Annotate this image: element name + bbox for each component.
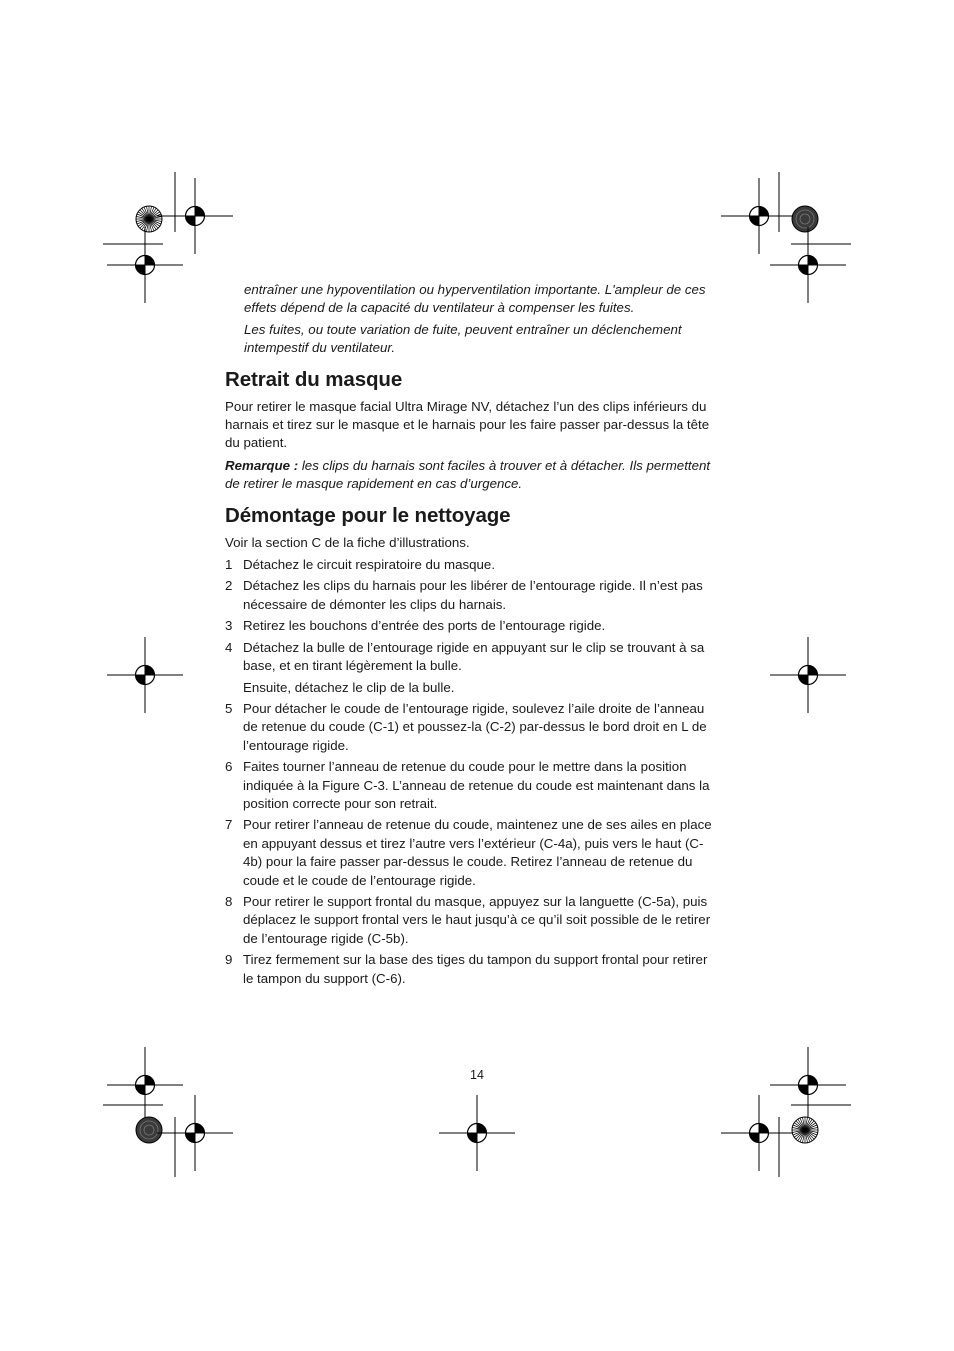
step-number: 4: [225, 639, 233, 655]
step-number: 8: [225, 893, 233, 909]
step-number: 7: [225, 817, 233, 833]
step-text: Tirez fermement sur la base des tiges du tampon du support frontal pour retirer le tampon du support (C-6).: [243, 952, 708, 986]
step-text: Faites tourner l’anneau de retenue du coude pour le mettre dans la position indiquée à la Figure C-3. L’anneau de retenue du coude est maintenant dans la position correcte pour son retrait.: [243, 759, 710, 811]
step-number: 5: [225, 700, 233, 716]
list-item-step-8: [225, 893, 719, 948]
step-text: Pour retirer le support frontal du masque, appuyez sur la languette (C-5a), puis déplacez le support frontal vers le haut jusqu’à ce qu’il soit possible de le retirer de l’entourage rigide (C-5b).: [243, 893, 711, 946]
page-content: [225, 281, 719, 991]
warning-paragraph-1: entraîner une hypoventilation ou hyperventilation importante. L'ampleur de ces effets dépend de la capacité du ventilateur à compenser les fuites.: [244, 282, 706, 316]
list-item-step-1: [225, 556, 719, 574]
step-text: Pour détacher le coude de l’entourage rigide, soulevez l’aile droite de l’anneau de retenue du coude (C-1) et poussez-la (C-2) par-dessus le bord droit en L de l’entourage rigide.: [243, 700, 707, 753]
section-title-retrait: Retrait du masque: [225, 367, 403, 391]
section-intro: Voir la section C de la fiche d’illustrations.: [225, 534, 470, 550]
list-item-step-5: [225, 700, 719, 755]
list-item-step-2: [225, 577, 719, 614]
list-item-step-6: [225, 758, 719, 813]
list-item-step-7: [225, 816, 719, 890]
step-extra-text: Ensuite, détachez le clip de la bulle.: [243, 679, 455, 695]
step-text: Détachez le circuit respiratoire du masque.: [243, 557, 496, 573]
step-text: Détachez la bulle de l’entourage rigide en appuyant sur le clip se trouvant à sa base, et en tirant légèrement la bulle.: [243, 639, 705, 674]
step-text: Retirez les bouchons d’entrée des ports de l’entourage rigide.: [243, 618, 606, 634]
note-text: les clips du harnais sont faciles à trouver et à détacher. Ils permettent de retirer le masque rapidement en cas d’urgence.: [225, 457, 711, 492]
step-number: 2: [225, 578, 233, 594]
step-text: Détachez les clips du harnais pour les libérer de l’entourage rigide. Il n’est pas nécessaire de démonter les clips du harnais.: [243, 578, 703, 612]
step-number: 6: [225, 759, 233, 775]
step-number: 3: [225, 618, 233, 634]
note-label: Remarque :: [225, 457, 299, 473]
list-item-step-4: [225, 639, 719, 697]
list-item-step-9: [225, 951, 719, 988]
warning-paragraph-2: Les fuites, ou toute variation de fuite, peuvent entraîner un déclenchement intempestif du ventilateur.: [244, 321, 682, 356]
step-number: 9: [225, 952, 233, 968]
section-title-demontage: Démontage pour le nettoyage: [225, 503, 511, 527]
step-text: Pour retirer l’anneau de retenue du coude, maintenez une de ses ailes en place en appuyant dessus et tirez l’autre vers l’extérieur (C-4a), puis vers le haut (C-4b) pour la faire passer par-dessus le coude. Retirez l’anneau de retenue du coude et le coude de l’entourage rigide.: [243, 817, 712, 888]
page-number: 14: [470, 1068, 484, 1082]
note: [225, 457, 719, 494]
step-number: 1: [225, 557, 233, 573]
list-item-step-3: [225, 617, 719, 635]
section-body-retrait: Pour retirer le masque facial Ultra Mirage NV, détachez l’un des clips inférieurs du harnais et tirez sur le masque et le harnais pour les faire passer par-dessus la tête du patient.: [225, 398, 710, 451]
steps-list: [225, 556, 719, 988]
